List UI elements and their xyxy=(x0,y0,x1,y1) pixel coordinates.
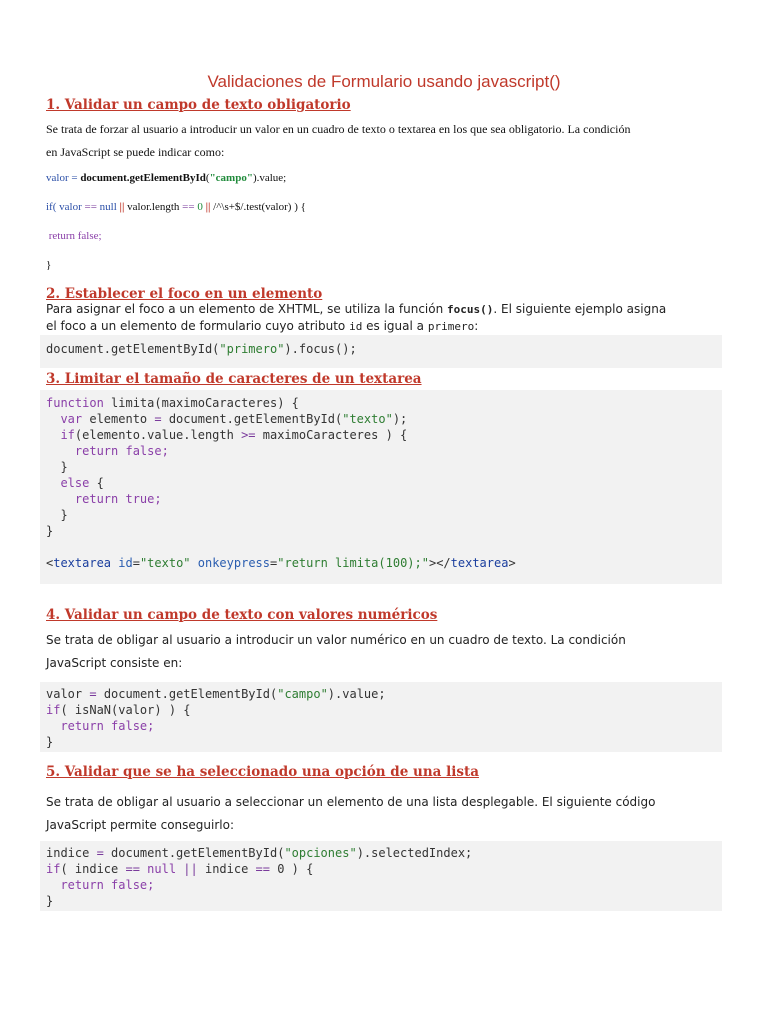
code-token: limita(maximoCaracteres) { xyxy=(103,396,299,410)
code-token: || xyxy=(205,201,211,213)
section-2-paragraph-line-1 xyxy=(46,301,722,318)
section-2-code-block xyxy=(40,335,722,368)
code-token: /^\s+$/.test(valor) ) { xyxy=(210,201,306,213)
inline-code: focus() xyxy=(447,303,494,316)
code-token: ( isNaN(valor) ) { xyxy=(60,703,191,717)
section-1-code-line-1 xyxy=(46,172,286,184)
code-token: "texto" xyxy=(139,556,191,570)
code-token: "primero" xyxy=(219,342,285,356)
text-run: el foco a un elemento de formulario cuyo atributo xyxy=(46,319,350,333)
section-5-heading: 5. Validar que se ha seleccionado una opción de una lista xyxy=(46,764,479,780)
code-token: == xyxy=(125,862,140,876)
code-token: "campo" xyxy=(277,687,328,701)
section-2-paragraph-line-2 xyxy=(46,318,722,335)
section-4-paragraph-line-1: Se trata de obligar al usuario a introducir un valor numérico en un cuadro de texto. La condición xyxy=(46,633,626,647)
code-token: "campo" xyxy=(209,172,253,184)
code-token: == xyxy=(182,201,195,213)
code-token: return true; xyxy=(46,492,162,506)
code-token: document.getElementById( xyxy=(46,342,220,356)
code-token: onkeypress xyxy=(190,556,271,570)
code-token: function xyxy=(46,396,104,410)
section-4-paragraph-line-2: JavaScript consiste en: xyxy=(46,656,183,670)
code-token: { xyxy=(89,476,104,490)
page-title: Validaciones de Formulario usando javascript() xyxy=(207,72,561,91)
code-token: valor xyxy=(46,687,90,701)
text-run: . El siguiente ejemplo asigna xyxy=(493,302,667,316)
code-token: valor.length xyxy=(124,201,183,213)
code-token: ).selectedIndex; xyxy=(356,846,473,860)
code-token: indice xyxy=(197,862,256,876)
code-token: indice xyxy=(46,846,97,860)
code-token: "opciones" xyxy=(284,846,357,860)
section-5-paragraph-line-2: JavaScript permite conseguirlo: xyxy=(46,818,235,832)
code-token: = xyxy=(154,412,162,426)
section-3-heading: 3. Limitar el tamaño de caracteres de un textarea xyxy=(46,371,422,387)
code-token: return false; xyxy=(46,719,155,733)
code-token: ( xyxy=(205,172,210,184)
section-4-code-block xyxy=(40,682,722,752)
code-token: } xyxy=(46,894,54,908)
code-token: document.getElementById( xyxy=(103,846,285,860)
code-token: || xyxy=(183,862,198,876)
text-run: es igual a xyxy=(362,319,428,333)
code-token: } xyxy=(46,460,68,474)
code-token: } xyxy=(46,524,54,538)
code-token: = xyxy=(270,556,278,570)
section-1-code-line-3: return false; xyxy=(46,230,102,242)
code-token: document.getElementById xyxy=(80,172,206,184)
code-token: = xyxy=(132,556,140,570)
code-token: if xyxy=(46,862,61,876)
code-token: ).value; xyxy=(327,687,386,701)
code-token: < xyxy=(46,556,54,570)
code-token: ).value; xyxy=(252,172,287,184)
code-token: var xyxy=(46,412,83,426)
section-5-paragraph-line-1: Se trata de obligar al usuario a seleccionar un elemento de una lista desplegable. El siguiente código xyxy=(46,795,656,809)
code-token: return false; xyxy=(46,878,155,892)
code-token: if( valor xyxy=(46,201,85,213)
code-token: textarea xyxy=(53,556,112,570)
code-token: || xyxy=(119,201,125,213)
code-token: (elemento.value.length xyxy=(74,428,242,442)
code-token: ></ xyxy=(428,556,451,570)
code-token: if xyxy=(46,703,61,717)
section-1-heading: 1. Validar un campo de texto obligatorio xyxy=(46,97,351,113)
code-token: } xyxy=(46,508,68,522)
code-token: "return limita(100);" xyxy=(277,556,429,570)
code-token: = xyxy=(96,846,104,860)
code-token: 0 xyxy=(194,201,206,213)
section-1-code-line-2 xyxy=(46,201,306,213)
code-token: ); xyxy=(392,412,408,426)
code-token: null xyxy=(139,862,184,876)
code-token: } xyxy=(46,735,54,749)
code-token: ).focus(); xyxy=(284,342,357,356)
section-3-code-block xyxy=(40,390,722,584)
inline-code: id xyxy=(349,320,363,333)
code-token: document.getElementById( xyxy=(161,412,343,426)
code-token: >= xyxy=(241,428,256,442)
section-1-paragraph-line-1: Se trata de forzar al usuario a introducir un valor en un cuadro de texto o textarea en los que sea obligatorio. La condición xyxy=(46,122,631,136)
code-token: else xyxy=(46,476,90,490)
code-token: maximoCaracteres ) { xyxy=(255,428,408,442)
code-token: return false; xyxy=(46,444,169,458)
section-1-code-line-4: } xyxy=(46,259,52,271)
code-token: id xyxy=(111,556,133,570)
code-token: == xyxy=(255,862,270,876)
section-1-paragraph-line-2: en JavaScript se puede indicar como: xyxy=(46,145,225,159)
code-token: == xyxy=(84,201,97,213)
code-token: "texto" xyxy=(342,412,393,426)
code-token: null xyxy=(96,201,120,213)
code-token: ( indice xyxy=(60,862,126,876)
code-token: elemento xyxy=(82,412,155,426)
inline-code: primero xyxy=(427,320,475,333)
section-4-heading: 4. Validar un campo de texto con valores numéricos xyxy=(46,607,438,623)
section-5-code-block xyxy=(40,841,722,911)
code-token: > xyxy=(508,556,516,570)
code-token: = xyxy=(89,687,97,701)
code-token: if xyxy=(46,428,75,442)
code-token: 0 ) { xyxy=(270,862,314,876)
code-token: valor = xyxy=(46,172,81,184)
code-token: textarea xyxy=(450,556,509,570)
text-run: : xyxy=(474,319,479,333)
section-2-heading: 2. Establecer el foco en un elemento xyxy=(46,286,323,302)
text-run: Para asignar el foco a un elemento de XHTML, se utiliza la función xyxy=(46,302,448,316)
code-token: document.getElementById( xyxy=(96,687,278,701)
